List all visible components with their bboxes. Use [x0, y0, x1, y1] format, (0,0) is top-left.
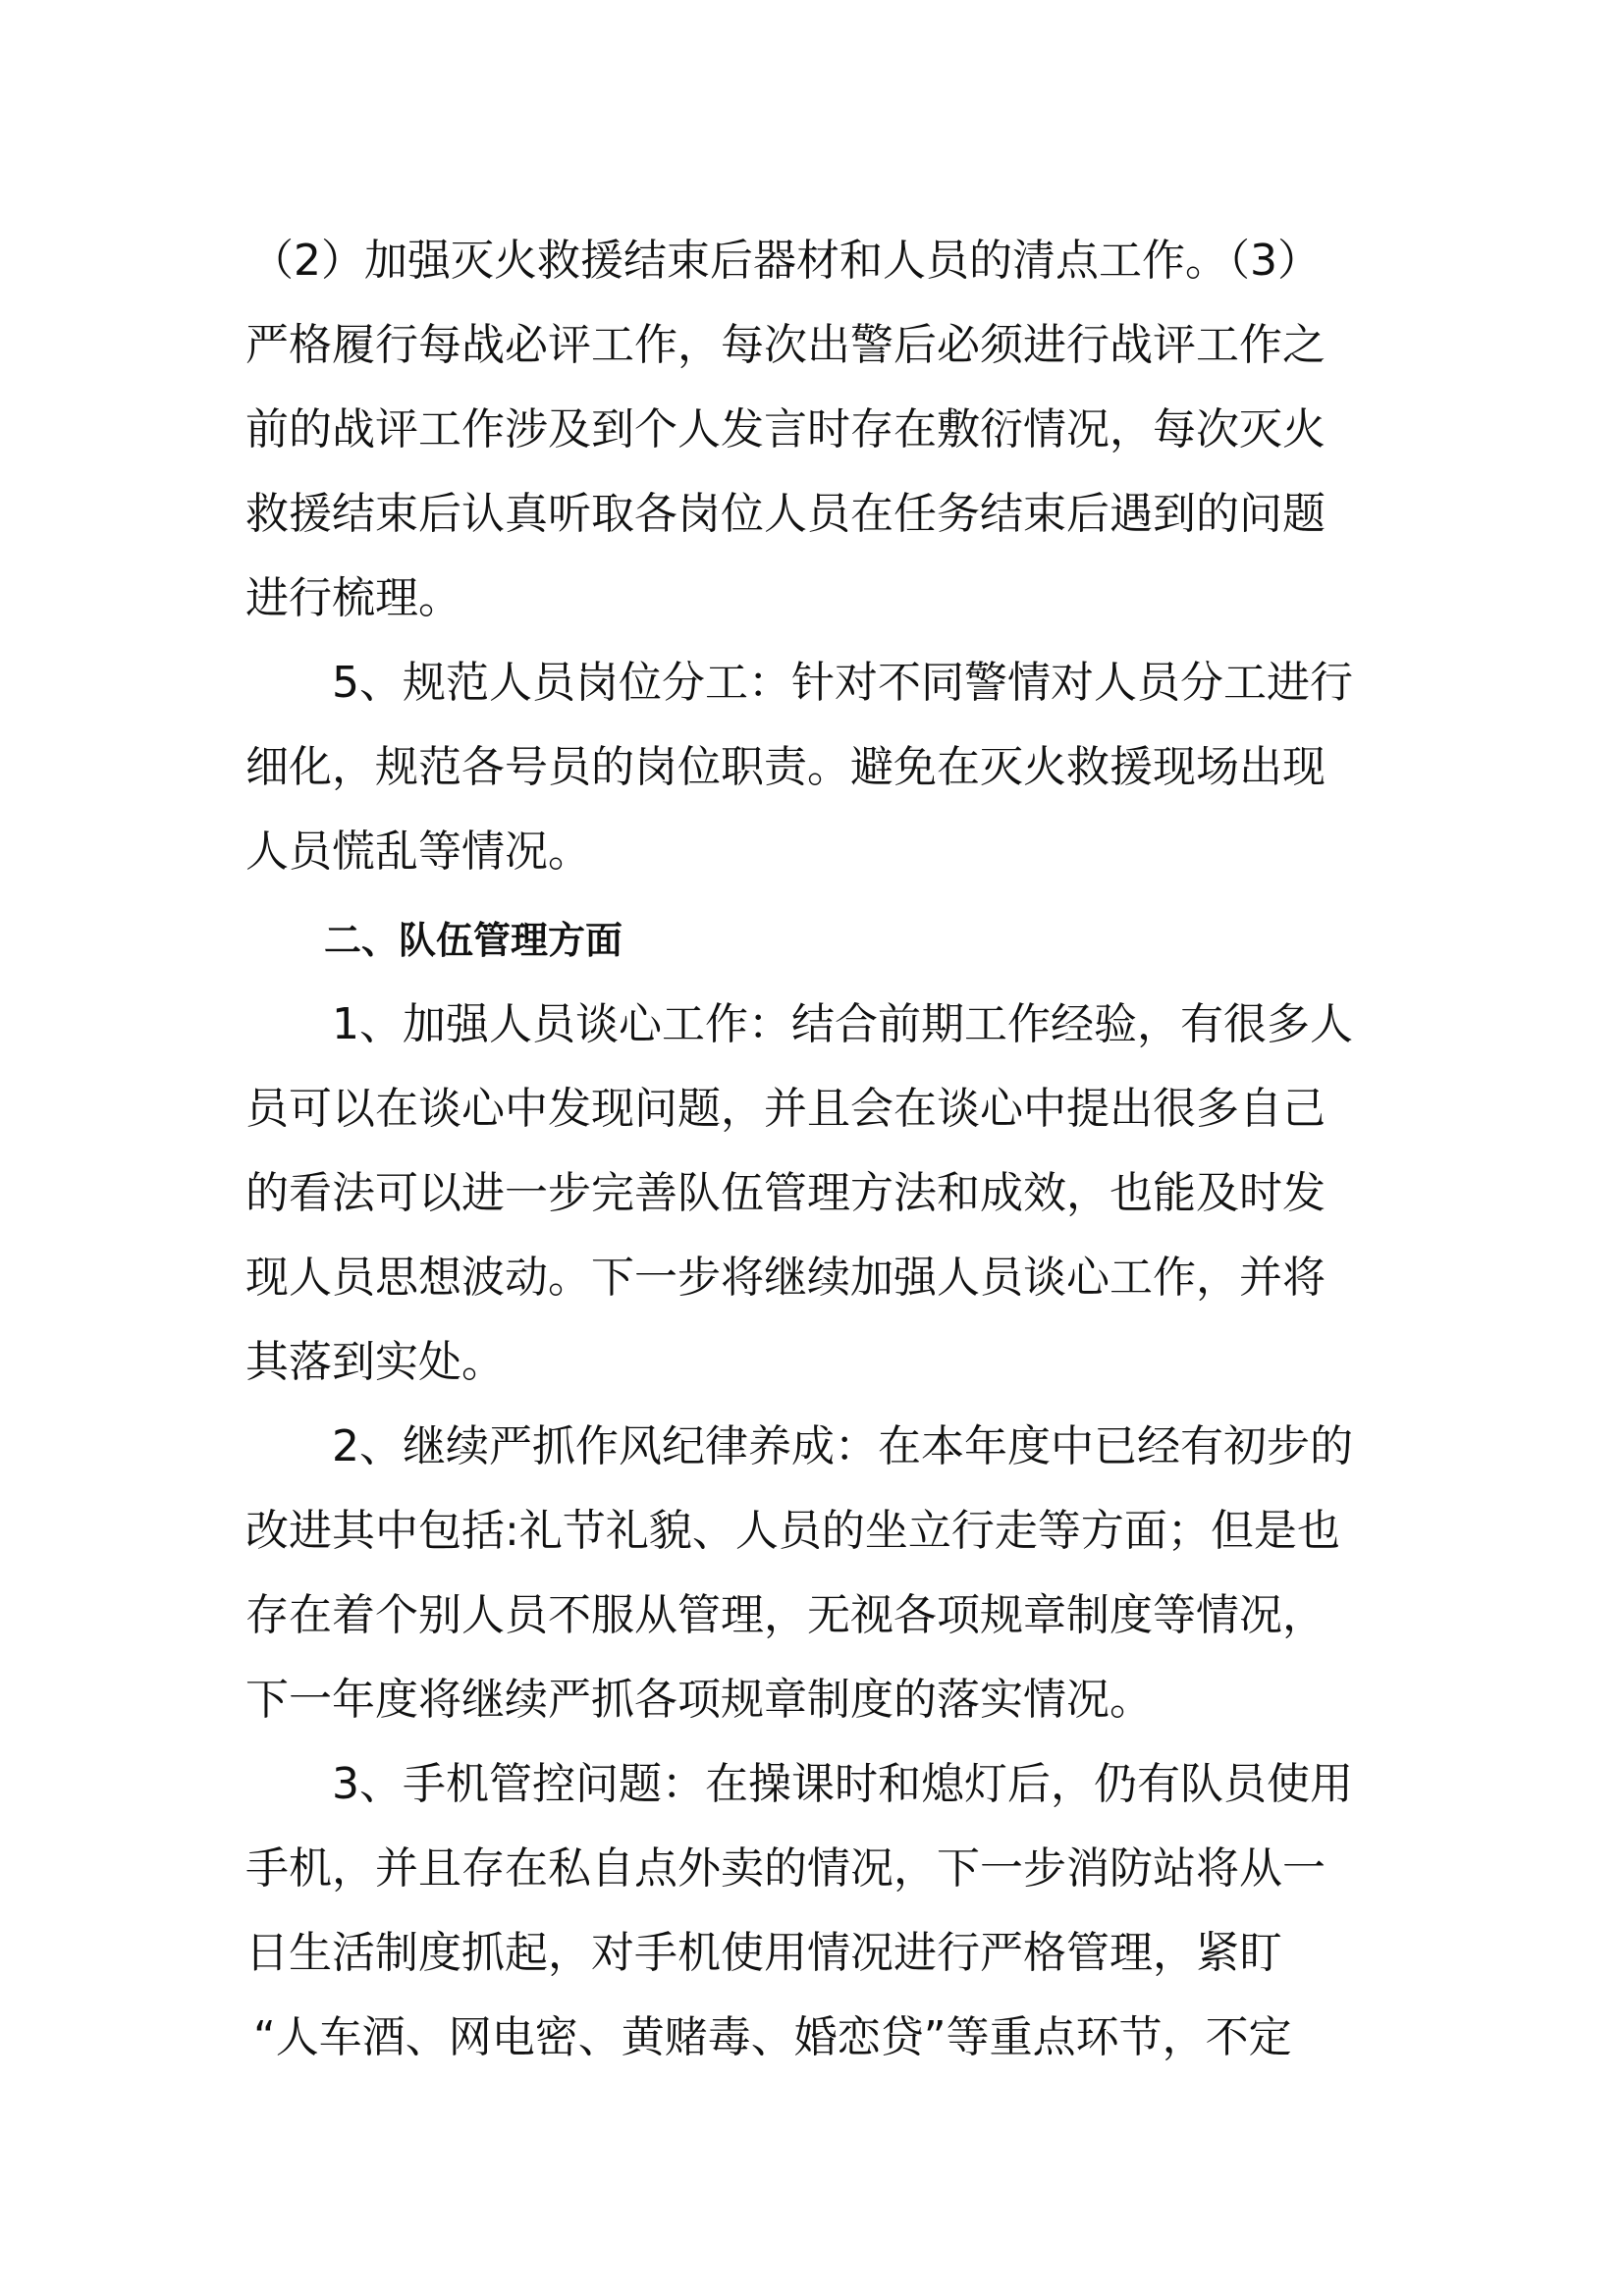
- text-line-1: （2）加强灭火救援结束后器材和人员的清点工作。（3）: [250, 236, 1321, 286]
- text-line-19: 3、手机管控问题：在操课时和熄灯后，仍有队员使用: [332, 1759, 1353, 1809]
- text-line-18: 下一年度将继续严抓各项规章制度的落实情况。: [245, 1675, 1153, 1725]
- section-heading: 二、队伍管理方面: [324, 918, 623, 962]
- text-line-5: 进行梳理。: [245, 573, 461, 623]
- text-line-12: 的看法可以进一步完善队伍管理方法和成效，也能及时发: [245, 1168, 1326, 1218]
- text-line-3: 前的战评工作涉及到个人发言时存在敷衍情况，每次灭火: [245, 404, 1326, 454]
- text-line-20: 手机，并且存在私自点外卖的情况，下一步消防站将从一: [245, 1843, 1326, 1894]
- text-line-4: 救援结束后认真听取各岗位人员在任务结束后遇到的问题: [245, 489, 1326, 539]
- text-line-10: 1、加强人员谈心工作：结合前期工作经验，有很多人: [332, 999, 1353, 1049]
- text-line-13: 现人员思想波动。下一步将继续加强人员谈心工作，并将: [245, 1253, 1326, 1303]
- text-line-7: 细化，规范各号员的岗位职责。避免在灭火救援现场出现: [245, 742, 1326, 792]
- text-line-6: 5、规范人员岗位分工：针对不同警情对人员分工进行: [332, 658, 1353, 708]
- text-line-15: 2、继续严抓作风纪律养成：在本年度中已经有初步的: [332, 1421, 1353, 1471]
- text-line-17: 存在着个别人员不服从管理，无视各项规章制度等情况，: [245, 1590, 1326, 1640]
- text-line-16: 改进其中包括:礼节礼貌、人员的坐立行走等方面；但是也: [245, 1506, 1340, 1556]
- text-line-11: 员可以在谈心中发现问题，并且会在谈心中提出很多自己: [245, 1084, 1326, 1134]
- text-line-21: 日生活制度抓起，对手机使用情况进行严格管理，紧盯: [245, 1928, 1282, 1978]
- text-line-8: 人员慌乱等情况。: [245, 827, 591, 877]
- text-line-2: 严格履行每战必评工作，每次出警后必须进行战评工作之: [245, 320, 1326, 370]
- text-line-22: “人车酒、网电密、黄赌毒、婚恋贷”等重点环节，不定: [253, 2012, 1292, 2062]
- text-line-14: 其落到实处。: [245, 1337, 505, 1387]
